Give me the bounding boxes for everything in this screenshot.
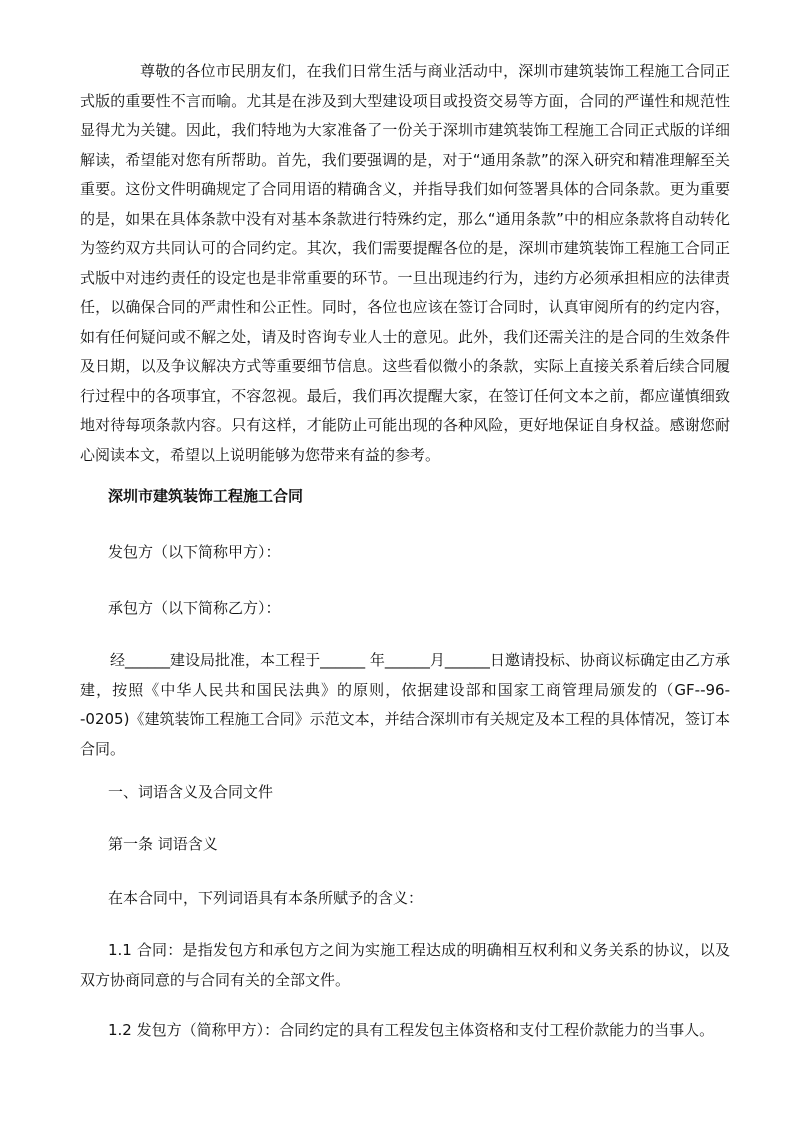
definition-intro: 在本合同中，下列词语具有本条所赋予的含义： [108, 889, 424, 907]
definition-1-2: 1.2 发包方（简称甲方）：合同约定的具有工程发包主体资格和支付工程价款能力的当事人。 [108, 1021, 715, 1039]
party-a-line: 发包方（以下简称甲方）： [108, 543, 281, 561]
party-b-line: 承包方（以下简称乙方）： [108, 599, 281, 617]
approval-paragraph: 经______建设局批准，本工程于______ 年______月______日邀请投标、协商议标确定由乙方承建，按照《中华人民共和国民法典》的原则，依据建设部和国家工商管理局颁发的（GF--96--0205)《建筑装饰工程施工合同》示范文本，并结合深圳市有关规定及本工程的具体情况，签订本合同。 [80, 651, 730, 758]
article-heading-1: 第一条 词语含义 [108, 835, 218, 853]
section-heading-1: 一、词语含义及合同文件 [108, 783, 274, 801]
contract-title: 深圳市建筑装饰工程施工合同 [108, 487, 304, 505]
definition-1-1: 1.1 合同：是指发包方和承包方之间为实施工程达成的明确相互权利和义务关系的协议，以及双方协商同意的与合同有关的全部文件。 [80, 941, 730, 989]
intro-paragraph: 尊敬的各位市民朋友们，在我们日常生活与商业活动中，深圳市建筑装饰工程施工合同正式版的重要性不言而喻。尤其是在涉及到大型建设项目或投资交易等方面，合同的严谨性和规范性显得尤为关键。因此，我们特地为大家准备了一份关于深圳市建筑装饰工程施工合同正式版的详细解读，希望能对您有所帮助。首先，我们要强调的是，对于“通用条款”的深入研究和精准理解至关重要。这份文件明确规定了合同用语的精确含义，并指导我们如何签署具体的合同条款。更为重要的是，如果在具体条款中没有对基本条款进行特殊约定，那么“通用条款”中的相应条款将自动转化为签约双方共同认可的合同约定。其次，我们需要提醒各位的是，深圳市建筑装饰工程施工合同正式版中对违约责任的设定也是非常重要的环节。一旦出现违约行为，违约方必须承担相应的法律责任，以确保合同的严肃性和公正性。同时，各位也应该在签订合同时，认真审阅所有的约定内容，如有任何疑问或不解之处，请及时咨询专业人士的意见。此外，我们还需关注的是合同的生效条件及日期，以及争议解决方式等重要细节信息。这些看似微小的条款，实际上直接关系着后续合同履行过程中的各项事宜，不容忽视。最后，我们再次提醒大家，在签订任何文本之前，都应谨慎细致地对待每项条款内容。只有这样，才能防止可能出现的各种风险，更好地保证自身权益。感谢您耐心阅读本文，希望以上说明能够为您带来有益的参考。 [80, 62, 730, 464]
